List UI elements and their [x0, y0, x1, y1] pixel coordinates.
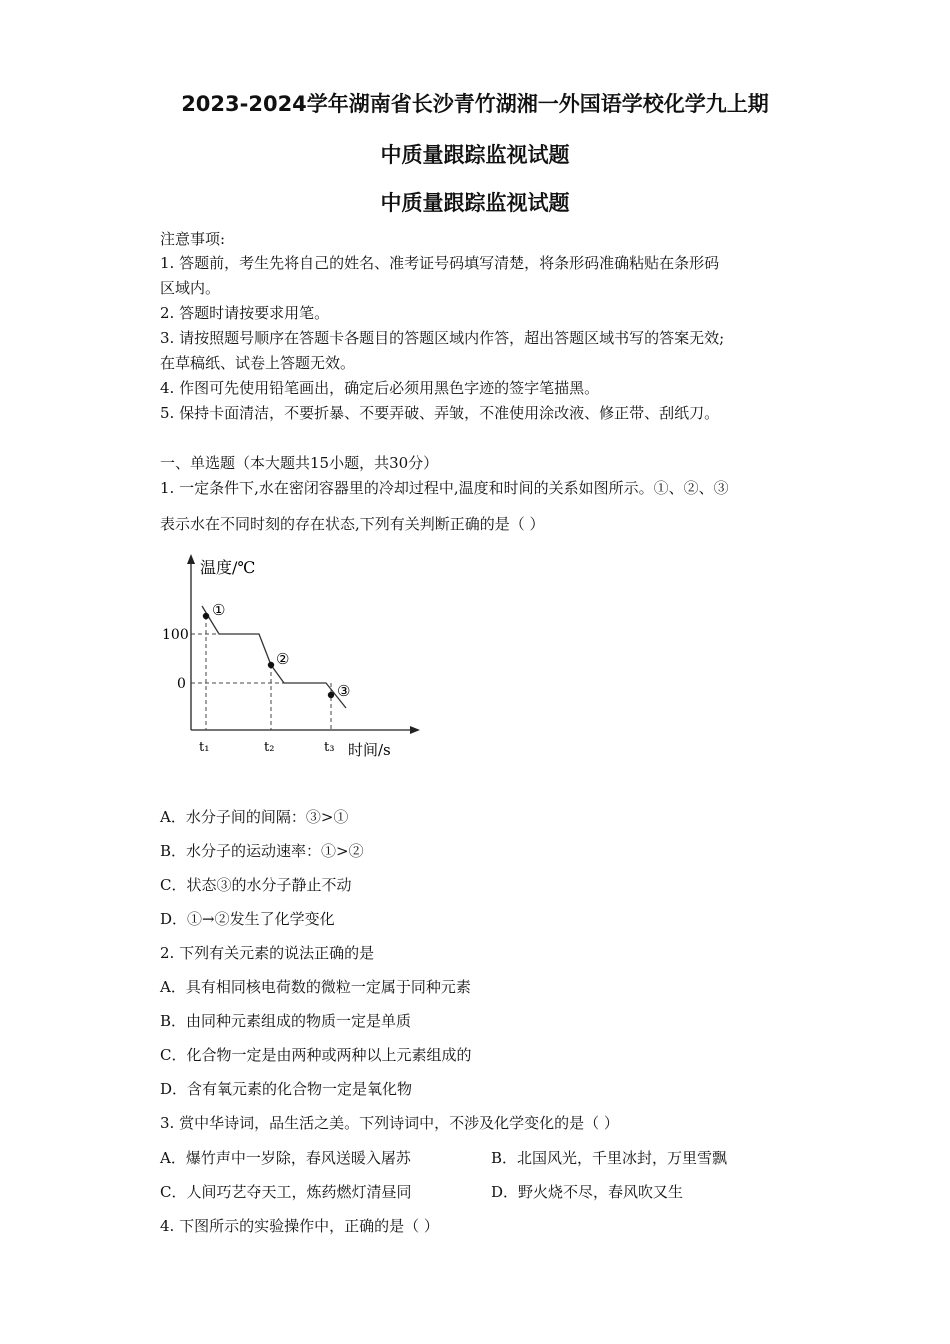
temperature-curve — [202, 606, 346, 708]
section-heading: 一、单选题（本大题共15小题，共30分） — [160, 454, 439, 472]
y-tick-0: 0 — [177, 676, 186, 692]
q2-option-c: C．化合物一定是由两种或两种以上元素组成的 — [160, 1046, 472, 1064]
state-point-1 — [203, 613, 209, 619]
state-label-2: ② — [276, 650, 290, 668]
q1-stem-line-1: 1. 一定条件下,水在密闭容器里的冷却过程中,温度和时间的关系如图所示。①、②、③ — [160, 479, 729, 497]
notes-line: 1. 答题前，考生先将自己的姓名、准考证号码填写清楚，将条形码准确粘贴在条形码 — [160, 254, 720, 272]
state-label-3: ③ — [337, 682, 351, 700]
x-axis-label: 时间/s — [348, 741, 391, 759]
x-tick-t2: t₂ — [264, 740, 275, 755]
doc-title-line-3: 中质量跟踪监视试题 — [380, 191, 570, 215]
q2-option-d: D．含有氧元素的化合物一定是氧化物 — [160, 1080, 413, 1098]
doc-title-line-2: 中质量跟踪监视试题 — [380, 143, 570, 167]
q3-option-a: A．爆竹声中一岁除，春风送暖入屠苏 — [160, 1149, 411, 1167]
notes-line: 5. 保持卡面清洁，不要折暴、不要弄破、弄皱，不准使用涂改液、修正带、刮纸刀。 — [160, 404, 720, 422]
q3-stem: 3. 赏中华诗词，品生活之美。下列诗词中，不涉及化学变化的是（ ） — [160, 1114, 619, 1132]
x-tick-t1: t₁ — [199, 740, 210, 755]
notes-line: 3. 请按照题号顺序在答题卡各题目的答题区域内作答，超出答题区域书写的答案无效; — [160, 329, 725, 347]
q1-option-b: B．水分子的运动速率：①>② — [160, 842, 364, 860]
y-tick-100: 100 — [162, 627, 189, 643]
q3-option-c: C．人间巧艺夺天工，炼药燃灯清昼同 — [160, 1183, 412, 1201]
notes-line: 在草稿纸、试卷上答题无效。 — [160, 354, 356, 372]
q1-option-a: A．水分子间的间隔：③>① — [160, 808, 349, 826]
x-tick-t3: t₃ — [324, 740, 335, 755]
y-axis-label: 温度/℃ — [200, 558, 256, 577]
doc-title-line-1: 2023-2024学年湖南省长沙青竹湖湘一外国语学校化学九上期 — [181, 92, 769, 116]
q3-option-d: D．野火烧不尽，春风吹又生 — [491, 1183, 684, 1201]
q1-stem-line-2: 表示水在不同时刻的存在状态,下列有关判断正确的是（ ） — [160, 515, 545, 533]
notes-heading: 注意事项: — [160, 230, 226, 248]
notes-line: 4. 作图可先使用铅笔画出，确定后必须用黑色字迹的签字笔描黑。 — [160, 379, 600, 397]
q3-option-b: B．北国风光，千里冰封，万里雪飘 — [491, 1149, 728, 1167]
notes-line: 区域内。 — [160, 279, 221, 297]
q1-option-c: C．状态③的水分子静止不动 — [160, 876, 352, 894]
x-axis-arrow — [410, 726, 420, 734]
state-label-1: ① — [212, 601, 226, 619]
q2-option-a: A．具有相同核电荷数的微粒一定属于同种元素 — [160, 978, 471, 996]
q2-stem: 2. 下列有关元素的说法正确的是 — [160, 944, 375, 962]
state-point-2 — [268, 662, 274, 668]
temperature-time-chart — [150, 548, 440, 768]
q1-option-d: D．①→②发生了化学变化 — [160, 910, 335, 928]
state-point-3 — [328, 692, 334, 698]
q2-option-b: B．由同种元素组成的物质一定是单质 — [160, 1012, 412, 1030]
q4-stem: 4. 下图所示的实验操作中，正确的是（ ） — [160, 1217, 439, 1235]
y-axis-arrow — [187, 554, 195, 564]
notes-line: 2. 答题时请按要求用笔。 — [160, 304, 330, 322]
